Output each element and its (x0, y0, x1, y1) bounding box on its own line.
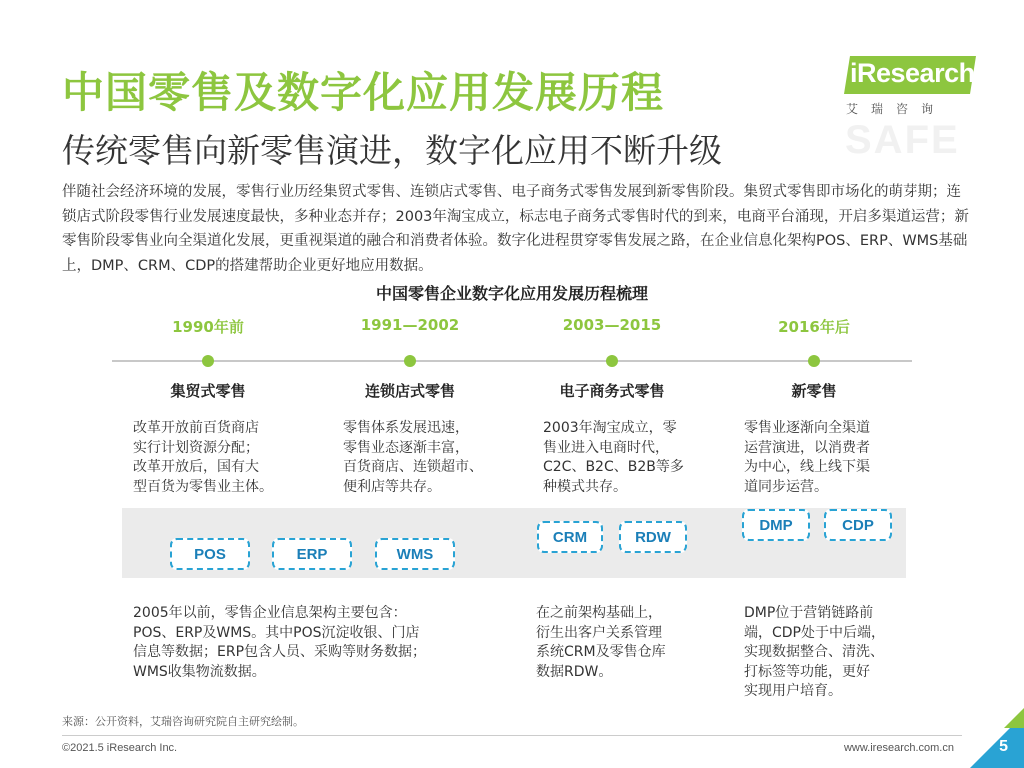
stage-name-2: 连锁店式零售 (364, 382, 455, 400)
stage-name-4: 新零售 (791, 382, 837, 400)
system-wms-button[interactable]: WMS (375, 538, 455, 570)
era-note-line: POS、ERP及WMS。其中POS沉淀收银、门店 (133, 624, 420, 641)
logo-wordmark: iResearch (850, 58, 975, 88)
timeline-dot-1 (202, 355, 214, 367)
footer-divider (62, 735, 962, 736)
era-note-line: 端，CDP处于中后端， (744, 624, 885, 641)
page-subtitle: 传统零售向新零售演进，数字化应用不断升级 (62, 131, 722, 170)
stage-desc-line: 改革开放后，国有大 (133, 459, 259, 475)
source-note: 来源：公开资料，艾瑞咨询研究院自主研究绘制。 (62, 715, 304, 728)
system-pos-button[interactable]: POS (170, 538, 250, 570)
stage-name-1: 集贸式零售 (170, 382, 246, 400)
page-number: 5 (999, 738, 1008, 755)
system-dmp-button[interactable]: DMP (742, 509, 810, 541)
copyright: ©2021.5 iResearch Inc. (62, 742, 178, 754)
stage-desc-4 (744, 419, 870, 497)
era-note-line: 实现用户培育。 (744, 683, 842, 699)
timeline-dot-3 (606, 355, 618, 367)
website-url[interactable]: www.iresearch.com.cn (843, 742, 954, 754)
stage-desc-line: 改革开放前百货商店 (133, 420, 259, 436)
stage-period-1: 1990年前 (172, 318, 244, 336)
era-note-line: DMP位于营销链路前 (744, 605, 874, 621)
era-note-line: WMS收集物流数据。 (133, 663, 266, 680)
era-note-3 (744, 604, 885, 702)
stage-desc-line: 实行计划资源分配； (133, 439, 259, 456)
stage-desc-line: 零售体系发展迅速， (343, 420, 469, 436)
stage-desc-line: 百货商店、连锁超市、 (343, 459, 483, 475)
era-note-line: 实现数据整合、清洗、 (744, 644, 884, 660)
stage-desc-line: 型百货为零售业主体。 (133, 478, 273, 495)
era-note-line: 数据RDW。 (536, 663, 613, 680)
stage-desc-line: C2C、B2C、B2B等多 (543, 459, 684, 475)
stage-desc-3 (543, 419, 684, 497)
page-corner-triangle (964, 708, 1024, 768)
timeline-dot-2 (404, 355, 416, 367)
era-note-line: 信息等数据；ERP包含人员、采购等财务数据； (133, 644, 427, 660)
timeline-axis (112, 360, 912, 362)
stage-desc-line: 零售业态逐渐丰富， (343, 439, 469, 456)
diagram-title: 中国零售企业数字化应用发展历程梳理 (375, 284, 648, 303)
system-erp-button[interactable]: ERP (272, 538, 352, 570)
page-title: 中国零售及数字化应用发展历程 (62, 68, 665, 117)
era-note-line: 打标签等功能，更好 (744, 663, 870, 680)
era-note-2 (536, 604, 666, 682)
era-note-line: 衍生出客户关系管理 (536, 624, 662, 641)
stage-desc-line: 道同步运营。 (744, 478, 828, 495)
timeline-dot-4 (808, 355, 820, 367)
stage-desc-line: 便利店等共存。 (343, 478, 441, 495)
stage-desc-line: 2003年淘宝成立，零 (543, 420, 677, 436)
stage-desc-line: 运营演进，以消费者 (744, 439, 870, 456)
stage-desc-1 (133, 419, 273, 497)
era-note-line: 在之前架构基础上， (536, 605, 662, 621)
intro-paragraph: 伴随社会经济环境的发展，零售行业历经集贸式零售、连锁店式零售、电子商务式零售发展到新零售阶段。集贸式零售即市场化的萌芽期；连锁店式阶段零售行业发展速度最快，多种业态并存；2003年淘宝成立，标志电子商务式零售时代的到来，电商平台涌现，开启多渠道运营；新零售阶段零售业向全渠道化发展，更重视渠道的融合和消费者体验。数字化进程贯穿零售发展之路，在企业信息化架构POS、ERP、WMS基础上，DMP、CRM、CDP的搭建帮助企业更好地应用数据。 (62, 184, 969, 274)
stage-desc-2 (343, 419, 483, 497)
stage-desc-line: 为中心，线上线下渠 (744, 459, 870, 475)
logo-watermark: SAFE (845, 118, 960, 162)
system-rdw-button[interactable]: RDW (619, 521, 687, 553)
era-note-line: 系统CRM及零售仓库 (536, 644, 666, 660)
stage-desc-line: 售业进入电商时代， (543, 439, 669, 456)
stage-desc-line: 种模式共存。 (543, 478, 627, 495)
era-note-line: 2005年以前，零售企业信息架构主要包含： (133, 605, 407, 621)
stage-period-3: 2003—2015 (562, 316, 662, 334)
era-note-1 (133, 604, 426, 682)
stage-period-2: 1991—2002 (360, 316, 460, 334)
stage-name-3: 电子商务式零售 (559, 382, 665, 400)
logo-subtext: 艾瑞咨询 (846, 102, 947, 116)
system-crm-button[interactable]: CRM (537, 521, 603, 553)
system-cdp-button[interactable]: CDP (824, 509, 892, 541)
stage-desc-line: 零售业逐渐向全渠道 (744, 420, 870, 436)
iresearch-logo (838, 52, 978, 122)
stage-period-4: 2016年后 (778, 318, 850, 336)
